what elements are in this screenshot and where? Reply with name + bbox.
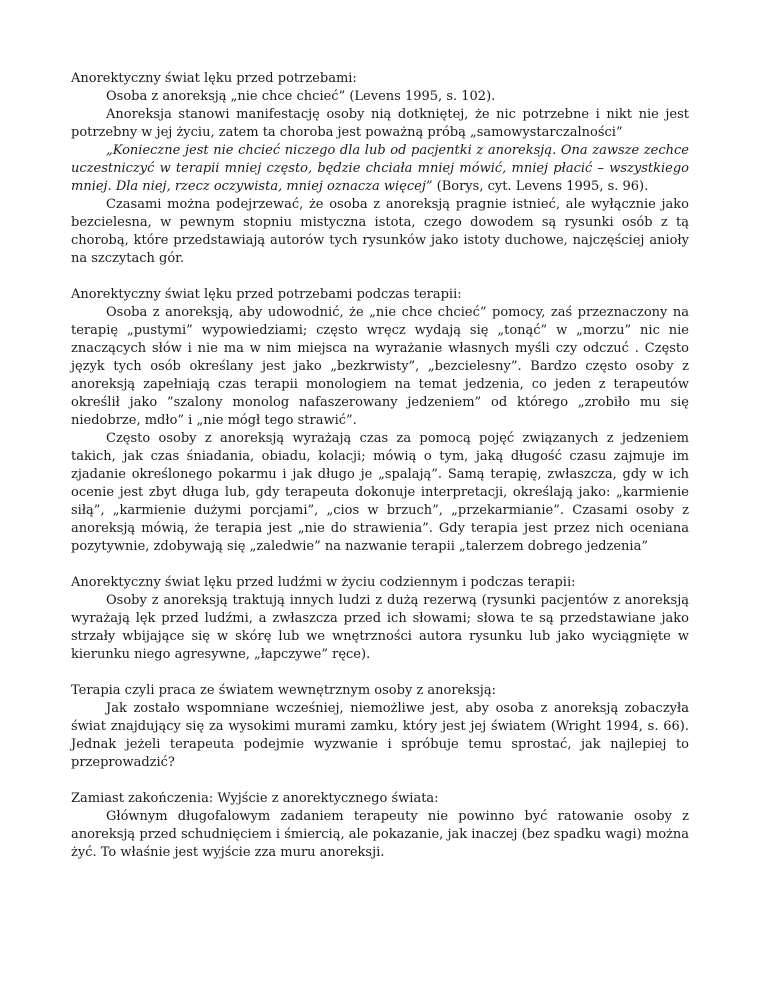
document-page — [71, 70, 689, 880]
section-heading: Zamiast zakończenia: Wyjście z anorektycznego świata: — [71, 791, 439, 806]
paragraph: Osoba z anoreksją „nie chce chcieć” (Levens 1995, s. 102). — [106, 89, 496, 104]
italic-quote: „Konieczne jest nie chcieć niczego dla lub od pacjentki z anoreksją. Ona zawsze zechce uczestniczyć w terapii mniej często, będzie chciała mniej mówić, mniej płacić – wszystkiego mniej. Dla niej, rzecz oczywista, mniej oznacza więcej” — [71, 143, 689, 194]
section-needs-fear — [71, 70, 689, 268]
section-heading: Anorektyczny świat lęku przed ludźmi w życiu codziennym i podczas terapii: — [71, 575, 576, 590]
paragraph: Często osoby z anoreksją wyrażają czas za pomocą pojęć związanych z jedzeniem takich, jak czas śniadania, obiadu, kolacji; mówią o tym, jaką długość czasu zajmuje im zjadanie określonego pokarmu i jak długo je „spalają”. Samą terapię, zwłaszcza, gdy w ich ocenie jest zbyt długa lub, gdy terapeuta dokonuje interpretacji, określają jako: „karmienie siłą”, „karmienie dużymi porcjami”, „cios w brzuch”, „przekarmianie”. Czasami osoby z anoreksją mówią, że terapia jest „nie do strawienia”. Gdy terapia jest przez nich oceniana pozytywnie, zdobywają się „zaledwie” na nazwanie terapii „talerzem dobrego jedzenia” — [71, 431, 689, 554]
citation: (Borys, cyt. Levens 1995, s. 96). — [432, 179, 649, 194]
section-needs-fear-therapy — [71, 286, 689, 556]
paragraph: Anoreksja stanowi manifestację osoby nią dotkniętej, że nic potrzebne i nikt nie jest potrzebny w jej życiu, zatem ta choroba jest poważną próbą „samowystarczalności” — [71, 107, 689, 140]
quote-paragraph — [71, 142, 689, 196]
paragraph: Osoba z anoreksją, aby udowodnić, że „nie chce chcieć” pomocy, zaś przeznaczony na terapię „pustymi” wypowiedziami; często wręcz wydają się „tonąć” w „morzu” nic nie znaczących słów i nie ma w nim miejsca na wyrażanie własnych myśli czy odczuć . Często język tych osób określany jest jako „bezkrwisty”, „bezcielesny”. Bardzo często osoby z anoreksją zapełniają czas terapii monologiem na temat jedzenia, co jeden z terapeutów określił jako ”szalony monolog nafaszerowany jedzeniem” od którego „zrobiło mu się niedobrze, mdło” i „nie mógł tego strawić”. — [71, 305, 689, 428]
paragraph: Głównym długofalowym zadaniem terapeuty nie powinno być ratowanie osoby z anoreksją przed schudnięciem i śmiercią, ale pokazanie, jak inaczej (bez spadku wagi) można żyć. To właśnie jest wyjście zza muru anoreksji. — [71, 809, 689, 860]
section-people-fear — [71, 574, 689, 664]
section-conclusion — [71, 790, 689, 862]
section-therapy-inner-world — [71, 682, 689, 772]
section-heading: Anorektyczny świat lęku przed potrzebami: — [71, 71, 357, 86]
section-heading: Anorektyczny świat lęku przed potrzebami podczas terapii: — [71, 287, 462, 302]
paragraph: Osoby z anoreksją traktują innych ludzi z dużą rezerwą (rysunki pacjentów z anoreksją wyrażają lęk przed ludźmi, a zwłaszcza przed ich słowami; słowa te są przedstawiane jako strzały wbijające się w skórę lub we wnętrzności autora rysunku lub jako wyciągnięte w kierunku niego agresywne, „łapczywe” ręce). — [71, 593, 689, 662]
paragraph: Czasami można podejrzewać, że osoba z anoreksją pragnie istnieć, ale wyłącznie jako bezcielesna, w pewnym stopniu mistyczna istota, czego dowodem są rysunki osób z tą chorobą, które przedstawiają autorów tych rysunków jako istoty duchowe, najczęściej anioły na szczytach gór. — [71, 197, 689, 266]
paragraph: Jak zostało wspomniane wcześniej, niemożliwe jest, aby osoba z anoreksją zobaczyła świat znajdujący się za wysokimi murami zamku, który jest jej światem (Wright 1994, s. 66). Jednak jeżeli terapeuta podejmie wyzwanie i spróbuje temu sprostać, jak najlepiej to przeprowadzić? — [71, 701, 689, 770]
section-heading: Terapia czyli praca ze światem wewnętrznym osoby z anoreksją: — [71, 683, 496, 698]
